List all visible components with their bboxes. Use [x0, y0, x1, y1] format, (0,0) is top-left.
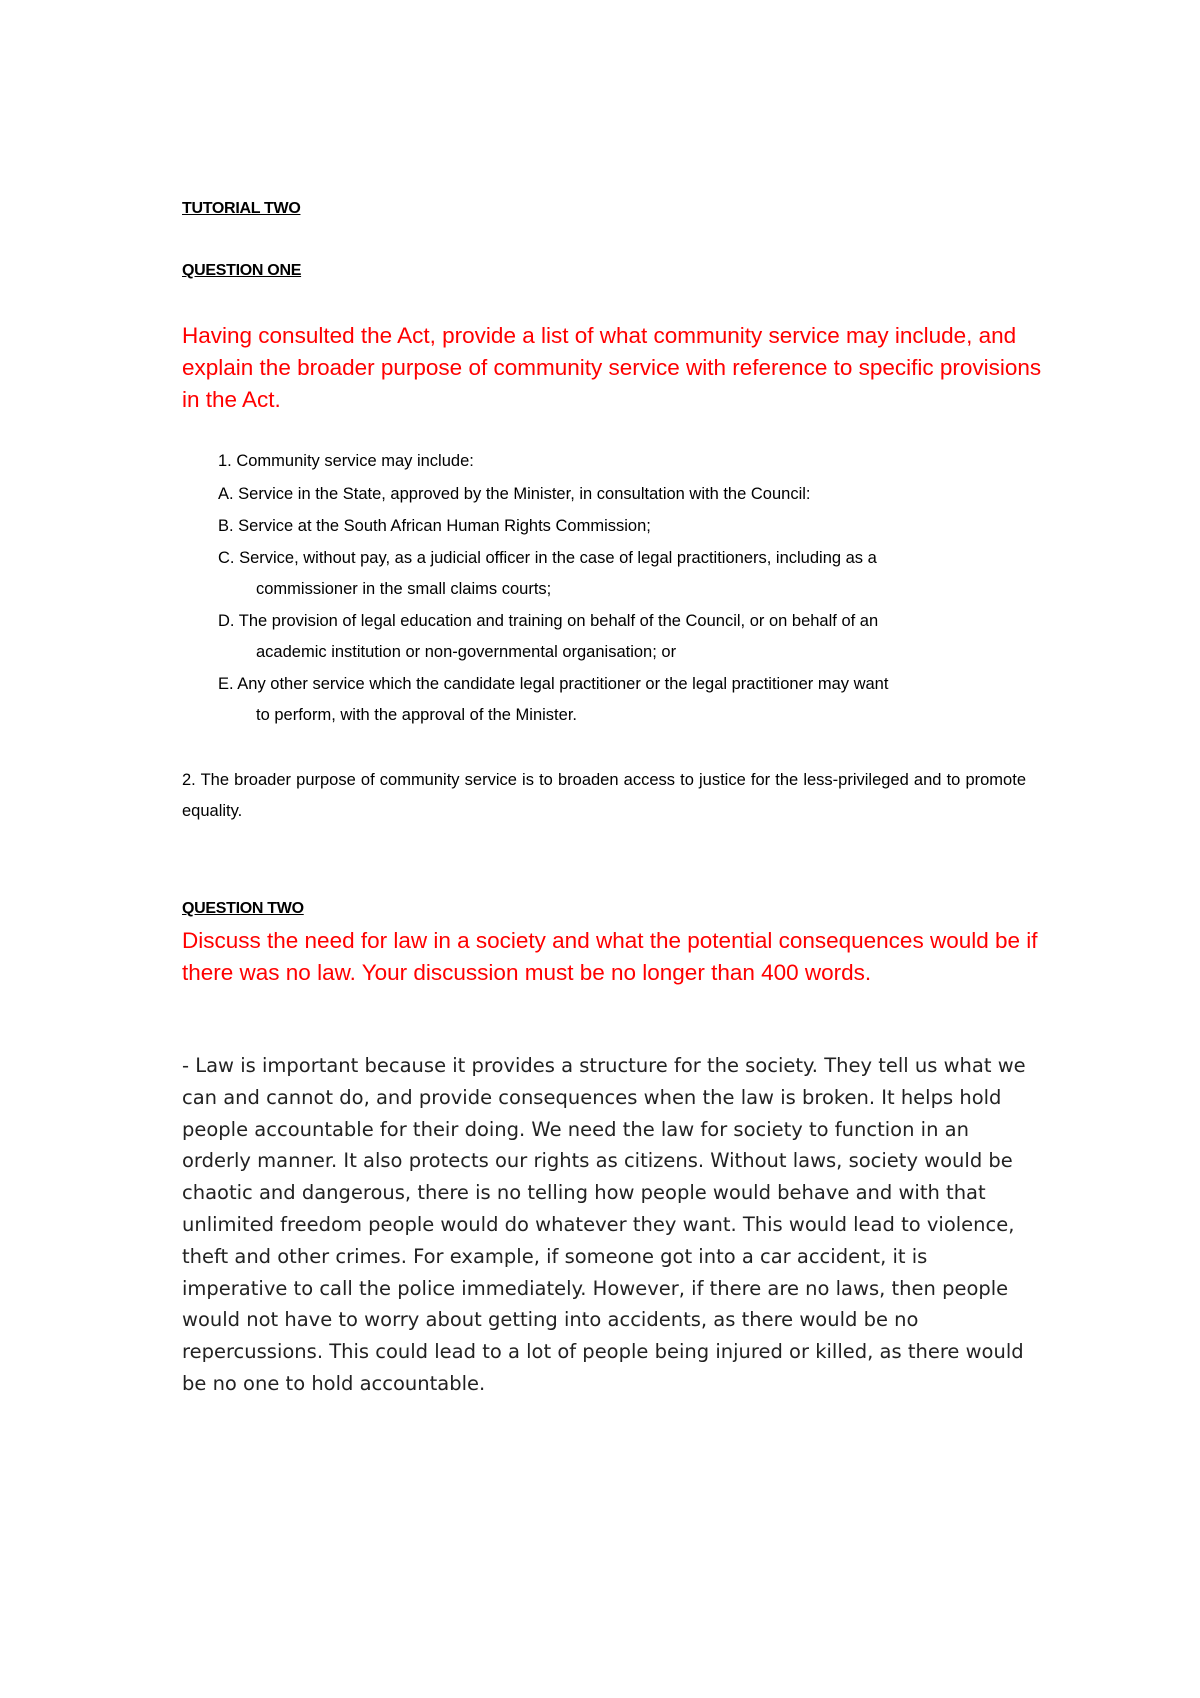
question-one-heading: QUESTION ONE [182, 262, 302, 279]
question-two-prompt: Discuss the need for law in a society and what the potential consequences would be if there was no law. Your discussion must be no longer than 400 words. [182, 928, 1038, 985]
question-two-answer: - Law is important because it provides a structure for the society. They tell us what we can and cannot do, and provide consequences when the law is broken. It helps hold people accountable for their doing. We need the law for society to function in an orderly manner. It also protects our rights as citizens. Without laws, society would be chaotic and dangerous, there is no telling how people would behave and with that unlimited freedom people would do whatever they want. This would lead to violence, theft and other crimes. For example, if someone got into a car accident, it is imperative to call the police immediately. However, if there are no laws, then people would not have to worry about getting into accidents, as there would be no repercussions. This could lead to a lot of people being injured or killed, as there would be no one to hold accountable. [182, 1054, 1026, 1395]
list-item-c [218, 543, 1026, 605]
tutorial-title: TUTORIAL TWO [182, 200, 301, 217]
answer-one-intro: 1. Community service may include: [218, 452, 474, 470]
question-two-heading: QUESTION TWO [182, 900, 304, 917]
list-item-continuation: commissioner in the small claims courts; [256, 580, 552, 598]
list-item-line: A. Service in the State, approved by the Minister, in consultation with the Council: [218, 485, 811, 503]
list-item-line: C. Service, without pay, as a judicial officer in the case of legal practitioners, including as a [218, 549, 877, 567]
list-item-b [218, 511, 1026, 542]
list-item-line: B. Service at the South African Human Rights Commission; [218, 517, 651, 535]
list-item-a [218, 479, 1026, 510]
list-item-d [218, 606, 1026, 668]
list-item-continuation: to perform, with the approval of the Minister. [256, 706, 577, 724]
list-item-line: E. Any other service which the candidate legal practitioner or the legal practitioner may want [218, 675, 889, 693]
list-item-e [218, 669, 1026, 731]
list-item-line: D. The provision of legal education and training on behalf of the Council, or on behalf of an [218, 612, 879, 630]
answer-one-purpose: 2. The broader purpose of community service is to broaden access to justice for the less-privileged and to promote equality. [182, 771, 1026, 820]
question-one-prompt: Having consulted the Act, provide a list of what community service may include, and explain the broader purpose of community service with reference to specific provisions in the Act. [182, 323, 1042, 412]
list-item-continuation: academic institution or non-governmental organisation; or [256, 643, 677, 661]
